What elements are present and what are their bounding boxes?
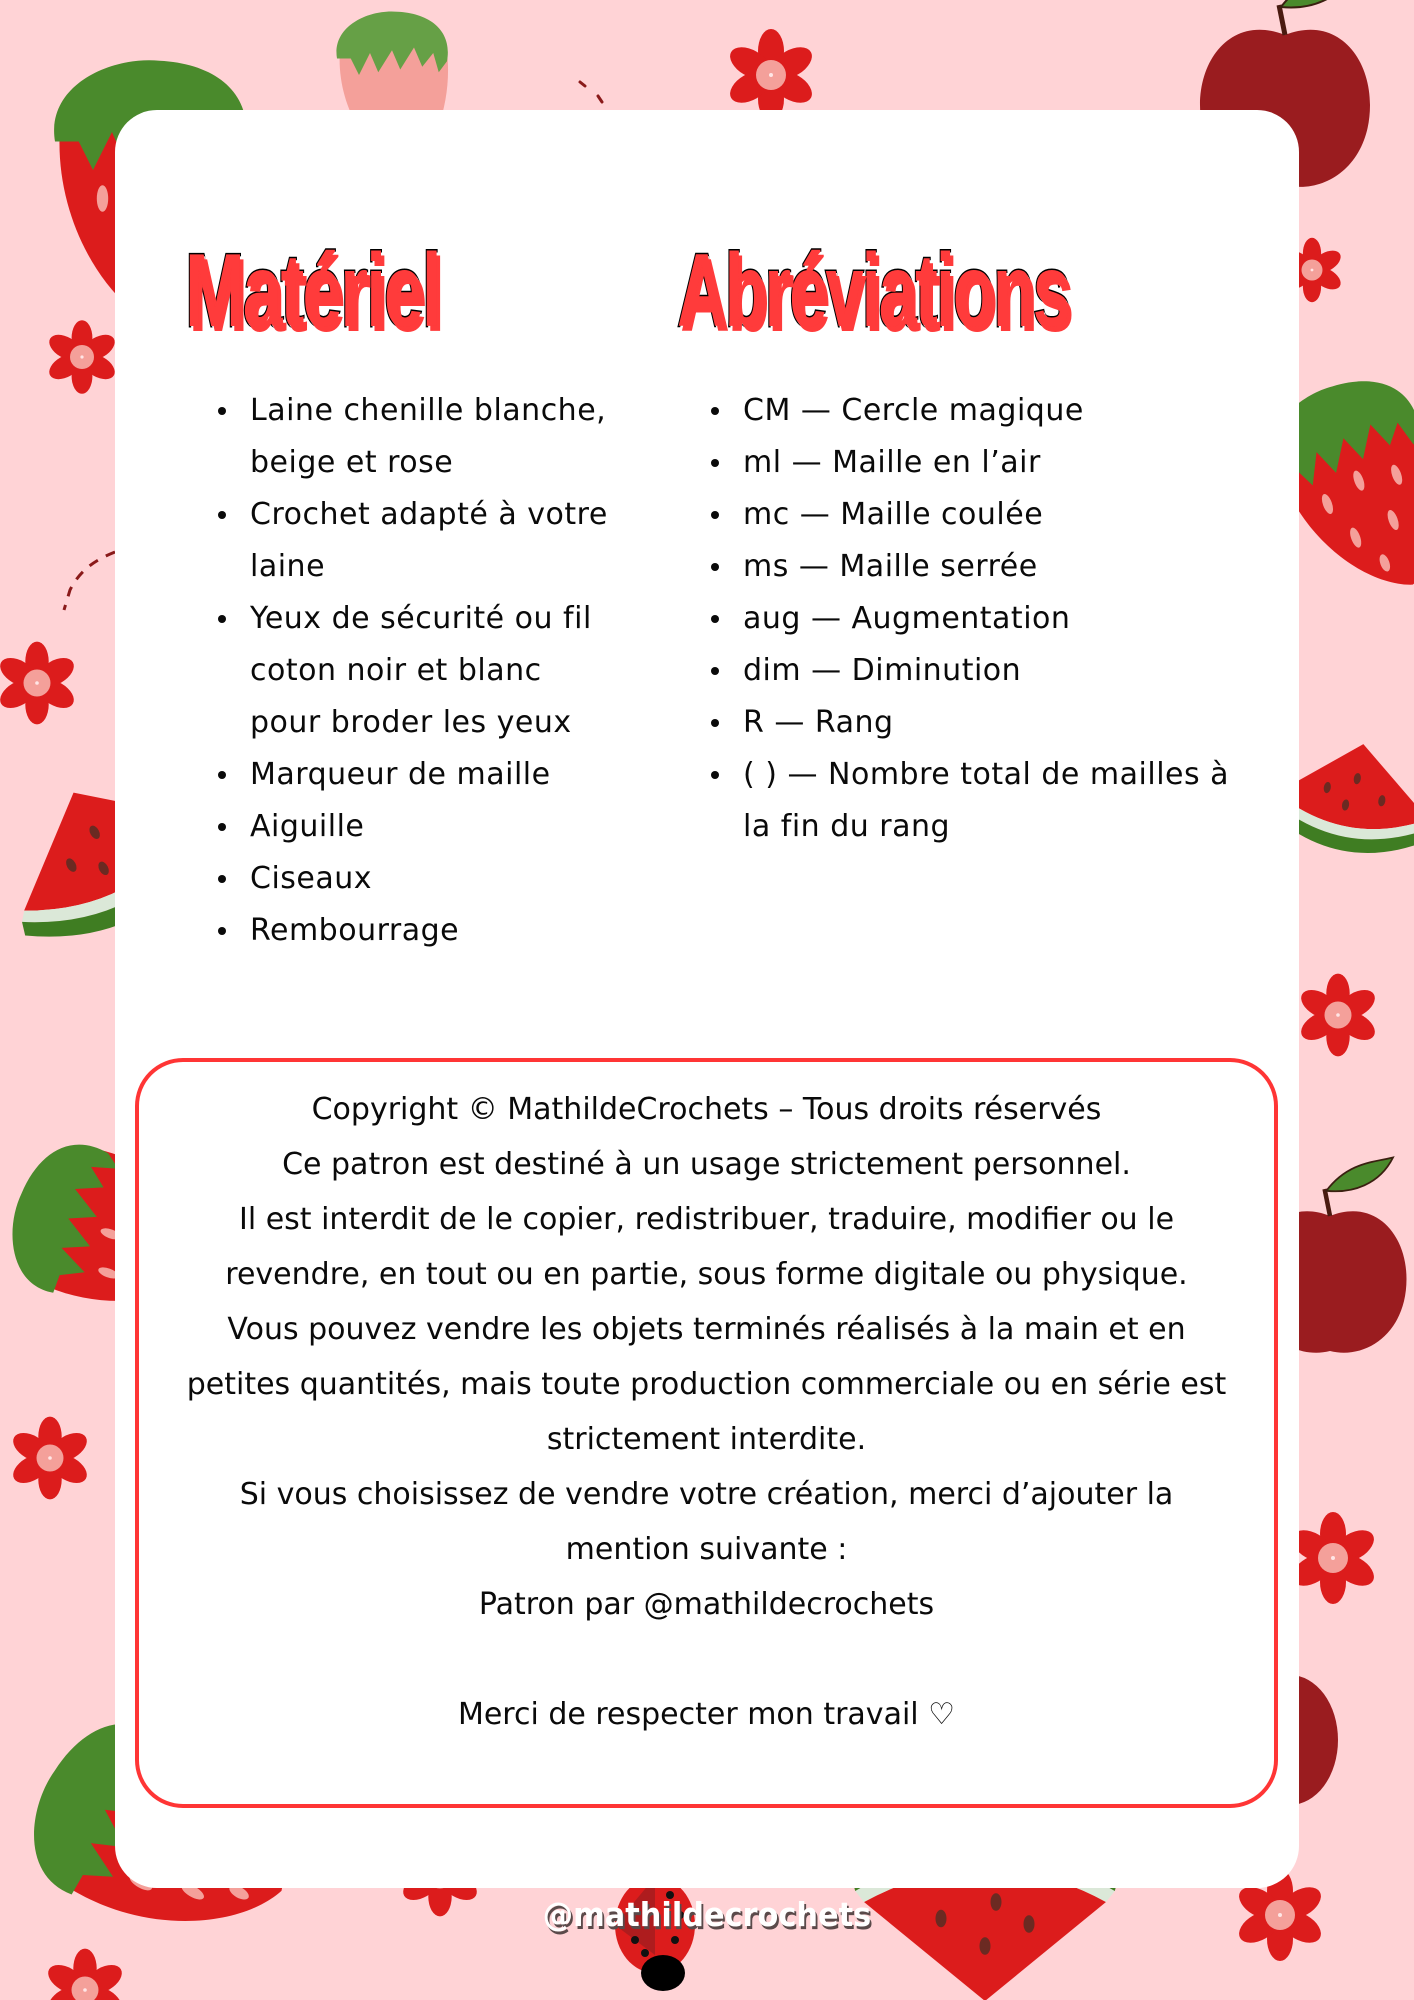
copyright-heading: Copyright © MathildeCrochets – Tous droits réservés <box>311 1092 1102 1127</box>
materiel-list <box>218 385 638 957</box>
list-item: Rembourrage <box>218 905 638 957</box>
selling-text: Vous pouvez vendre les objets terminés réalisés à la main et en petites quantités, mais toute production commerciale ou en série est strictement interdite. <box>186 1312 1227 1457</box>
bullet-icon <box>711 407 719 415</box>
bullet-icon <box>218 407 226 415</box>
list-item: ms — Maille serrée <box>711 541 1281 593</box>
list-item: R — Rang <box>711 697 1281 749</box>
bullet-icon <box>711 563 719 571</box>
materiel-title: Matériel <box>185 233 440 349</box>
bullet-icon <box>218 823 226 831</box>
social-handle: @mathildecrochets <box>542 1895 872 1934</box>
abreviations-title: Abréviations <box>677 233 1070 349</box>
flower-icon <box>0 642 79 725</box>
bullet-icon <box>711 771 719 779</box>
list-item: Ciseaux <box>218 853 638 905</box>
list-item: aug — Augmentation <box>711 593 1281 645</box>
abreviations-list <box>711 385 1281 853</box>
flower-icon <box>1287 1512 1380 1604</box>
bullet-icon <box>711 719 719 727</box>
list-item: Aiguille <box>218 801 638 853</box>
bullet-icon <box>218 875 226 883</box>
flower-icon <box>8 1417 91 1500</box>
list-item: Marqueur de maille <box>218 749 638 801</box>
flower-icon <box>43 1949 126 2000</box>
bullet-icon <box>711 667 719 675</box>
bullet-icon <box>711 511 719 519</box>
bullet-icon <box>218 511 226 519</box>
mention-text: Patron par @mathildecrochets <box>478 1587 935 1622</box>
bullet-icon <box>218 927 226 935</box>
prohibition-text: Il est interdit de le copier, redistribuer, traduire, modifier ou le revendre, en tout ou en partie, sous forme digitale ou physique. <box>225 1202 1188 1292</box>
mention-intro-text: Si vous choisissez de vendre votre création, merci d’ajouter la mention suivante : <box>239 1477 1174 1567</box>
personal-use-text: Ce patron est destiné à un usage strictement personnel. <box>282 1147 1131 1182</box>
copyright-notice <box>135 1058 1278 1808</box>
list-item: Crochet adapté à votre laine <box>218 489 638 593</box>
list-item: ( ) — Nombre total de mailles à la fin du rang <box>711 749 1263 853</box>
list-item: Yeux de sécurité ou fil coton noir et blanc pour broder les yeux <box>218 593 610 749</box>
list-item: CM — Cercle magique <box>711 385 1281 437</box>
list-item: mc — Maille coulée <box>711 489 1281 541</box>
flower-icon <box>1296 974 1379 1057</box>
bullet-icon <box>711 615 719 623</box>
flower-icon <box>725 29 818 121</box>
thanks-text: Merci de respecter mon travail ♡ <box>457 1697 956 1732</box>
list-item: Laine chenille blanche, beige et rose <box>218 385 638 489</box>
bullet-icon <box>218 615 226 623</box>
flower-icon <box>45 320 119 394</box>
bullet-icon <box>711 459 719 467</box>
bullet-icon <box>218 771 226 779</box>
list-item: dim — Diminution <box>711 645 1281 697</box>
list-item: ml — Maille en l’air <box>711 437 1281 489</box>
spacer <box>139 1632 1274 1687</box>
